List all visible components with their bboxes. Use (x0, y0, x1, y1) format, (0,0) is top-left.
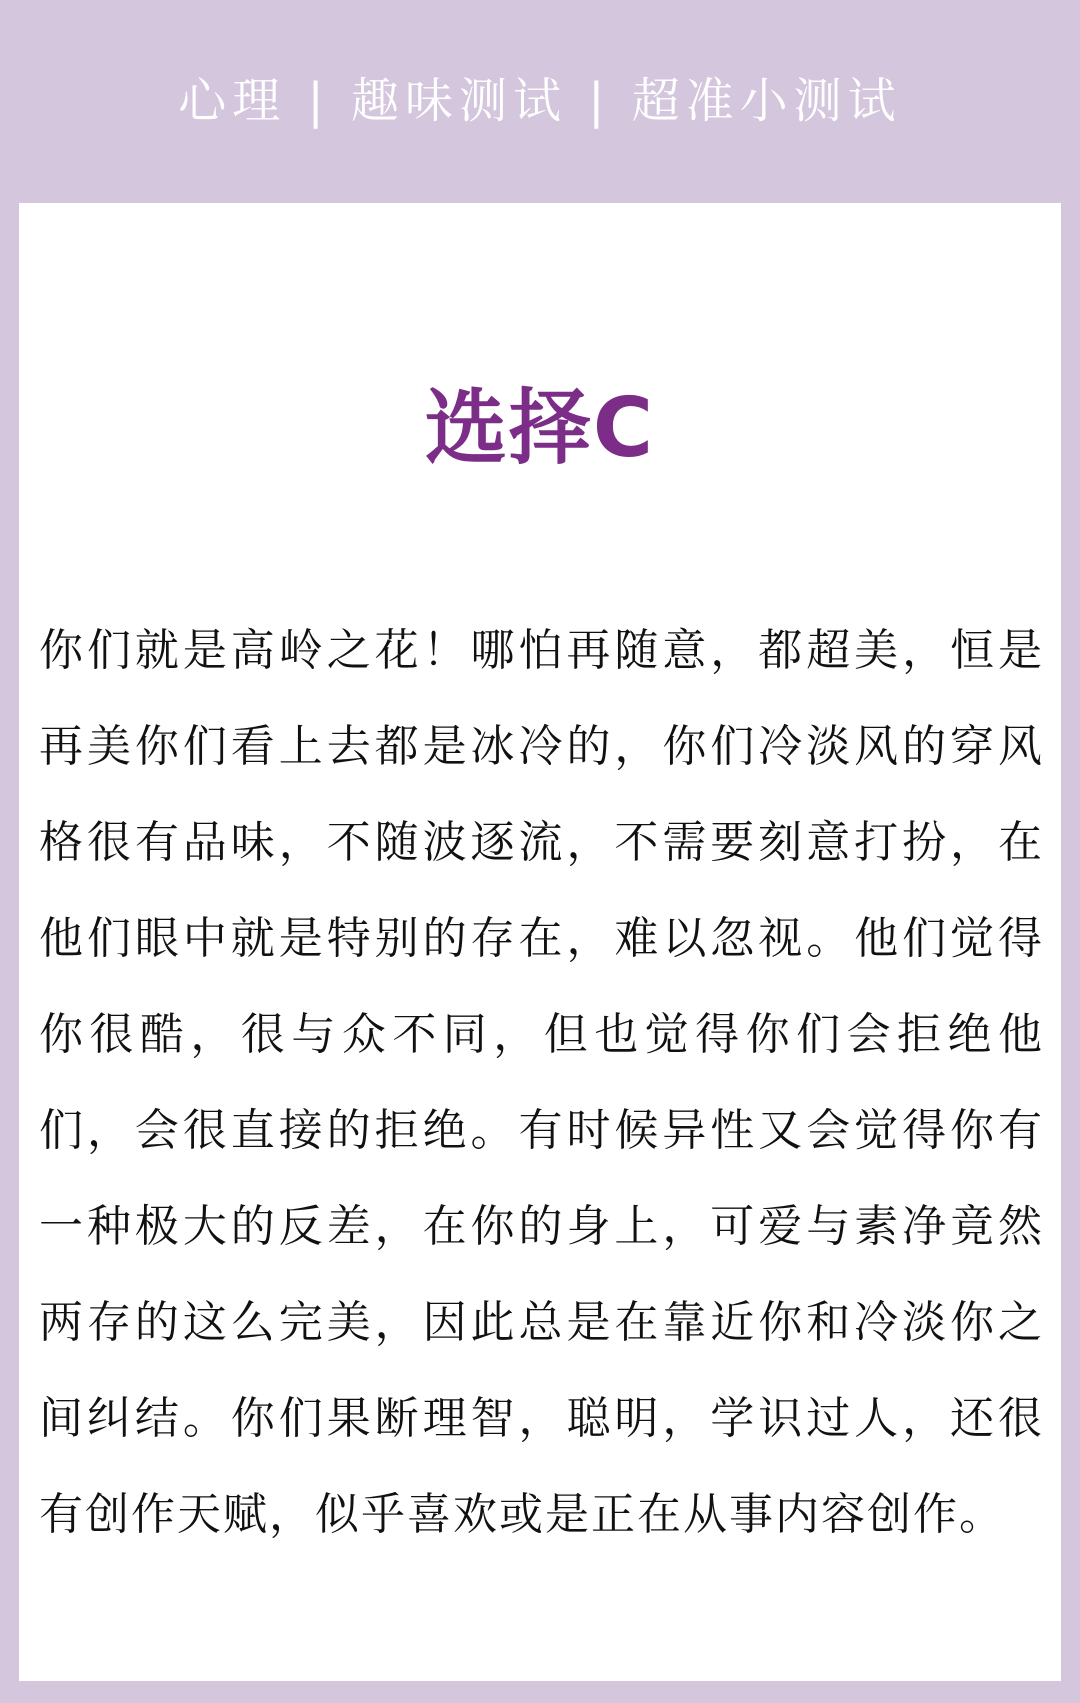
header-banner (0, 0, 1080, 203)
result-description: 你们就是高岭之花！哪怕再随意，都超美，恒是再美你们看上去都是冰冷的，你们冷淡风的穿风格很有品味，不随波逐流，不需要刻意打扮，在他们眼中就是特别的存在，难以忽视。他们觉得你很酷，很与众不同，但也觉得你们会拒绝他们，会很直接的拒绝。有时候异性又会觉得你有一种极大的反差，在你的身上，可爱与素净竟然两存的这么完美，因此总是在靠近你和冷淡你之间纠结。你们果断理智，聪明，学识过人，还很有创作天赋，似乎喜欢或是正在从事内容创作。 (39, 625, 1044, 1540)
header-tags: 心理 | 趣味测试 | 超准小测试 (178, 73, 902, 129)
result-title: 选择C (424, 381, 656, 476)
result-card (19, 203, 1061, 1681)
